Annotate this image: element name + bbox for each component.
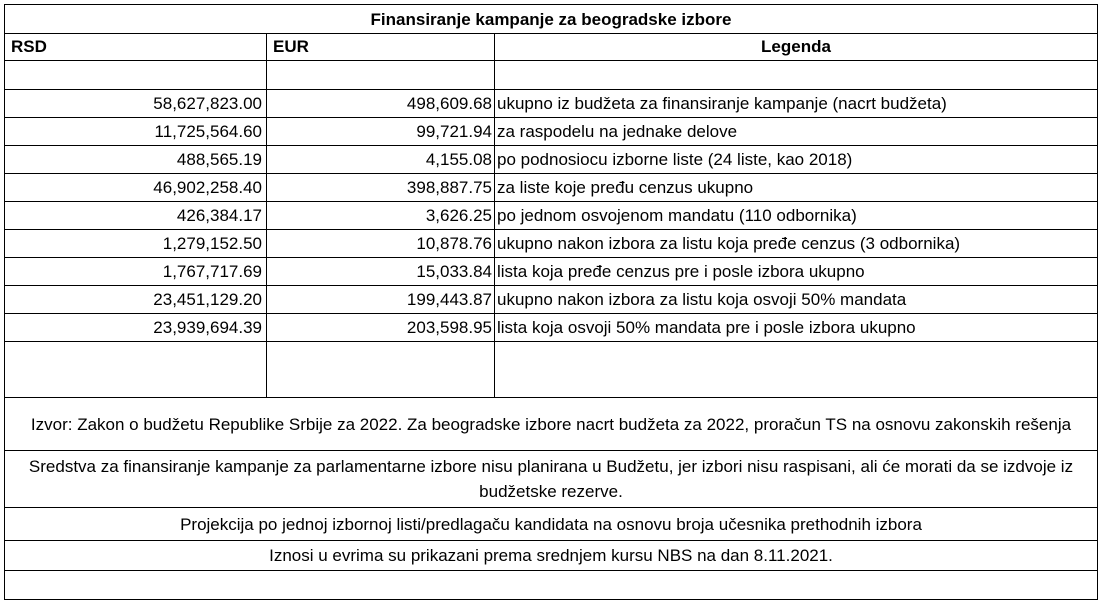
rsd-cell: 23,451,129.20 (5, 286, 267, 313)
table-row (5, 174, 1097, 202)
empty-cell (5, 61, 267, 89)
eur-cell: 99,721.94 (267, 118, 495, 145)
table-row (5, 118, 1097, 146)
empty-cell (495, 61, 1097, 89)
eur-cell: 15,033.84 (267, 258, 495, 285)
legend-cell: po jednom osvojenom mandatu (110 odbornika) (497, 205, 857, 225)
title-row (5, 5, 1097, 34)
eur-cell: 398,887.75 (267, 174, 495, 201)
eur-cell: 10,878.76 (267, 230, 495, 257)
rsd-cell: 426,384.17 (5, 202, 267, 229)
spreadsheet-table (4, 4, 1098, 600)
legend-cell: lista koja osvoji 50% mandata pre i posle izbora ukupno (497, 317, 916, 337)
eur-cell: 4,155.08 (267, 146, 495, 173)
table-title: Finansiranje kampanje za beogradske izbore (370, 9, 732, 29)
rsd-cell: 11,725,564.60 (5, 118, 267, 145)
eur-cell: 199,443.87 (267, 286, 495, 313)
empty-cell (5, 342, 267, 397)
eur-cell: 203,598.95 (267, 314, 495, 341)
empty-tall-row (5, 342, 1097, 398)
rsd-cell: 1,767,717.69 (5, 258, 267, 285)
table-row (5, 230, 1097, 258)
empty-cell (495, 342, 1097, 397)
legend-cell: ukupno iz budžeta za finansiranje kampanje (nacrt budžeta) (497, 93, 947, 113)
source-note-row (5, 398, 1097, 451)
table-row (5, 258, 1097, 286)
empty-footer-row (5, 571, 1097, 601)
header-legend: Legenda (761, 37, 831, 56)
parliament-note: Sredstva za finansiranje kampanje za parlamentarne izbore nisu planirana u Budžetu, jer izbori nisu raspisani, ali će morati da se izdvoje iz budžetske rezerve. (28, 457, 1074, 501)
header-row (5, 34, 1097, 61)
rsd-cell: 58,627,823.00 (5, 90, 267, 117)
rsd-cell: 488,565.19 (5, 146, 267, 173)
legend-cell: lista koja pređe cenzus pre i posle izbora ukupno (497, 261, 865, 281)
parliament-note-row (5, 451, 1097, 508)
empty-cell (267, 61, 495, 89)
legend-cell: ukupno nakon izbora za listu koja osvoji 50% mandata (497, 289, 907, 309)
rsd-cell: 1,279,152.50 (5, 230, 267, 257)
rsd-cell: 23,939,694.39 (5, 314, 267, 341)
header-eur: EUR (267, 34, 495, 60)
empty-cell (267, 342, 495, 397)
table-row (5, 146, 1097, 174)
projection-note: Projekcija po jednoj izbornoj listi/predlagaču kandidata na osnovu broja učesnika prethodnih izbora (180, 514, 922, 534)
header-rsd: RSD (5, 34, 267, 60)
eur-cell: 498,609.68 (267, 90, 495, 117)
eur-cell: 3,626.25 (267, 202, 495, 229)
legend-cell: za raspodelu na jednake delove (497, 121, 738, 141)
table-row (5, 202, 1097, 230)
table-row (5, 90, 1097, 118)
exchange-note-row (5, 541, 1097, 571)
empty-row (5, 61, 1097, 90)
rsd-cell: 46,902,258.40 (5, 174, 267, 201)
source-note: Izvor: Zakon o budžetu Republike Srbije za 2022. Za beogradske izbore nacrt budžeta za 2022, proračun TS na osnovu zakonskih rešenja (30, 414, 1072, 434)
table-row (5, 314, 1097, 342)
legend-cell: po podnosiocu izborne liste (24 liste, kao 2018) (497, 149, 853, 169)
exchange-note: Iznosi u evrima su prikazani prema srednjem kursu NBS na dan 8.11.2021. (269, 546, 833, 565)
legend-cell: ukupno nakon izbora za listu koja pređe cenzus (3 odbornika) (497, 233, 961, 253)
table-row (5, 286, 1097, 314)
legend-cell: za liste koje pređu cenzus ukupno (497, 177, 754, 197)
projection-note-row (5, 508, 1097, 541)
